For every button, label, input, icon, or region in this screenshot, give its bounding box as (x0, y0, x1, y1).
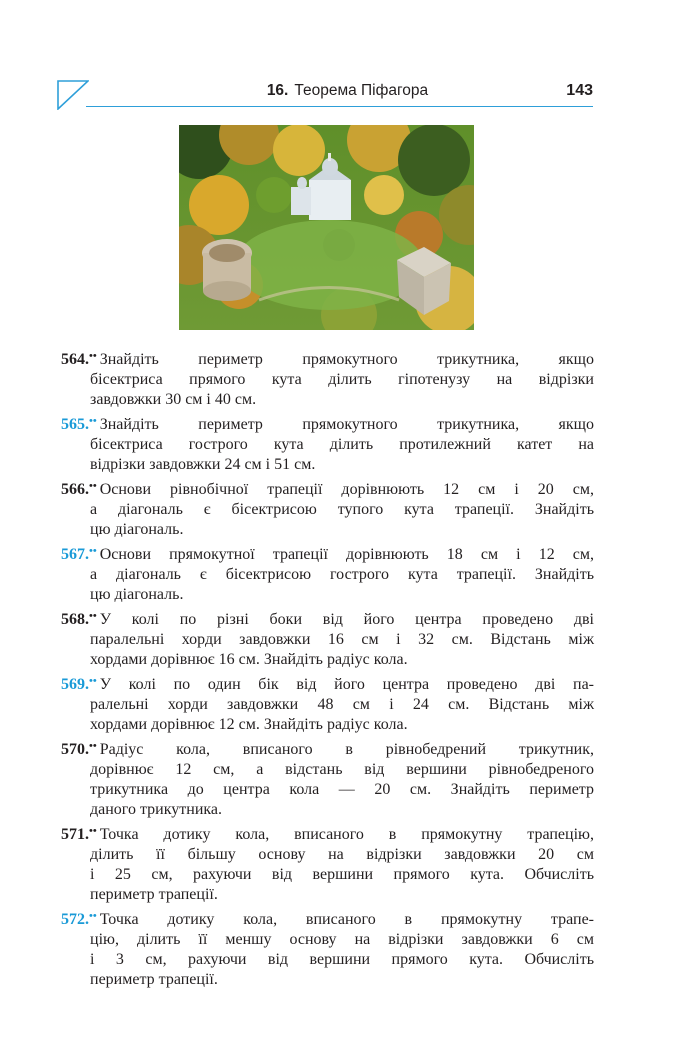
problem-text-line: паралельні хорди завдовжки 16 см і 32 см. Відстань між (90, 631, 594, 648)
problem-text-line: цю діагональ. (90, 521, 184, 538)
problem-text-line: У колі по різні боки від його центра проведено дві (99, 611, 594, 628)
problem-number: 570. (61, 741, 89, 758)
problem-566 (61, 476, 594, 540)
problem-text-line: периметр трапеції. (90, 886, 218, 903)
problem-text-line: Знайдіть периметр прямокутного трикутника, якщо (99, 351, 594, 368)
difficulty-marker: •• (89, 545, 97, 557)
problem-number: 571. (61, 826, 89, 843)
problem-text-line: Основи рівнобічної трапеції дорівнюють 12 см і 20 см, (99, 481, 594, 498)
section-number: 16. (266, 82, 289, 99)
problem-text-line: хордами дорівнює 16 см. Знайдіть радіус кола. (90, 651, 408, 668)
problem-text-line: бісектриса гострого кута ділить протилежний катет на (90, 436, 594, 453)
problem-text-line: У колі по один бік від його центра проведено дві па- (99, 676, 594, 693)
problem-text-line: цію, ділить її меншу основу на відрізки завдовжки 6 см (90, 931, 594, 948)
problem-text-line: хордами дорівнює 12 см. Знайдіть радіус кола. (90, 716, 408, 733)
section-title: Теорема Піфагора (294, 82, 429, 99)
problem-list (61, 346, 594, 991)
problem-text-line: відрізки завдовжки 24 см і 51 см. (90, 456, 316, 473)
problem-number: 564. (61, 351, 89, 368)
problem-text-line: цю діагональ. (90, 586, 184, 603)
problem-569 (61, 671, 594, 735)
problem-572 (61, 906, 594, 990)
problem-text-line: бісектриса прямого кута ділить гіпотенузу на відрізки (90, 371, 594, 388)
problem-text-line: завдовжки 30 см і 40 см. (90, 391, 257, 408)
photo-illustration (179, 125, 474, 330)
difficulty-marker: •• (89, 740, 97, 752)
problem-text-line: Знайдіть периметр прямокутного трикутника, якщо (99, 416, 594, 433)
problem-number: 565. (61, 416, 89, 433)
problem-text-line: ралельні хорди завдовжки 48 см і 24 см. Відстань між (90, 696, 594, 713)
fortress-aerial-photo (179, 125, 474, 330)
difficulty-marker: •• (89, 825, 97, 837)
problem-text-line: а діагональ є бісектрисою тупого кута трапеції. Знайдіть (90, 501, 594, 518)
difficulty-marker: •• (89, 350, 97, 362)
problem-570 (61, 736, 594, 820)
problem-text-line: Точка дотику кола, вписаного в прямокутну трапецію, (99, 826, 594, 843)
problem-text-line: периметр трапеції. (90, 971, 218, 988)
difficulty-marker: •• (89, 415, 97, 427)
problem-text-line: даного трикутника. (90, 801, 223, 818)
problem-565 (61, 411, 594, 475)
difficulty-marker: •• (89, 675, 97, 687)
problem-text-line: а діагональ є бісектрисою гострого кута трапеції. Знайдіть (90, 566, 594, 583)
header-rule (86, 106, 593, 107)
problem-text-line: дорівнює 12 см, а відстань від вершини рівнобедреного (90, 761, 594, 778)
problem-564 (61, 346, 594, 410)
problem-568 (61, 606, 594, 670)
difficulty-marker: •• (89, 610, 97, 622)
problem-number: 567. (61, 546, 89, 563)
page-number: 143 (566, 82, 593, 99)
problem-number: 569. (61, 676, 89, 693)
problem-567 (61, 541, 594, 605)
problem-text-line: і 3 см, рахуючи від вершини прямого кута. Обчисліть (90, 951, 594, 968)
problem-text-line: ділить її більшу основу на відрізки завдовжки 20 см (90, 846, 594, 863)
problem-text-line: Точка дотику кола, вписаного в прямокутну трапе- (99, 911, 594, 928)
problem-text-line: Радіус кола, вписаного в рівнобедрений трикутник, (99, 741, 594, 758)
problem-text-line: трикутника до центра кола — 20 см. Знайдіть периметр (90, 781, 594, 798)
difficulty-marker: •• (89, 910, 97, 922)
problem-number: 568. (61, 611, 89, 628)
difficulty-marker: •• (89, 480, 97, 492)
problem-number: 572. (61, 911, 89, 928)
problem-text-line: Основи прямокутної трапеції дорівнюють 18 см і 12 см, (99, 546, 594, 563)
problem-text-line: і 25 см, рахуючи від вершини прямого кута. Обчисліть (90, 866, 594, 883)
problem-571 (61, 821, 594, 905)
problem-number: 566. (61, 481, 89, 498)
